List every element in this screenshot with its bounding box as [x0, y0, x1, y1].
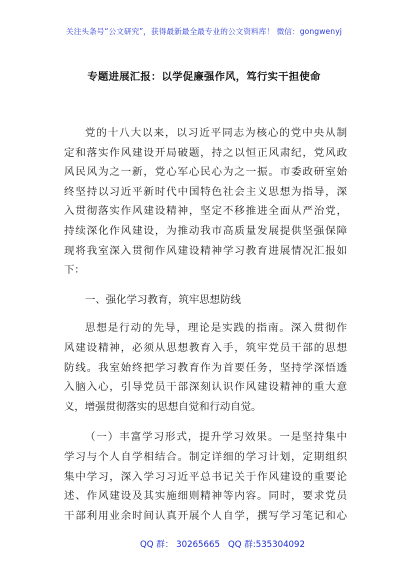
paragraph-line: 学习与个人自学相结合。制定详细的学习计划，定期组织	[64, 450, 347, 463]
footer-qq-group-1: QQ 群： 30265665	[140, 540, 220, 550]
document-title: 专题进展汇报：以学促廉强作风，笃行实干担使命	[87, 71, 321, 83]
paragraph-line: 风民风为之一新，党心军心民心为之一振。市委政研室始	[64, 166, 347, 179]
paragraph-line: 防线。我室始终把学习教育作为首要任务，坚持学深悟透	[64, 361, 347, 374]
paragraph-line: 入脑入心，引导党员干部深刻认识作风建设精神的重大意	[64, 381, 347, 394]
paragraph-line: 持续深化作风建设，为推动我市高质量发展提供坚强保障	[64, 224, 347, 237]
paragraph-line: 集中学习，深入学习习近平总书记关于作风建设的重要论	[64, 470, 347, 483]
document-body	[64, 124, 347, 526]
paragraph-line: 风建设精神，必须从思想教育入手，筑牢党员干部的思想	[64, 341, 347, 354]
section-heading: 一、强化学习教育，筑牢思想防线	[85, 293, 241, 306]
header-banner: 关注头条号“公文研究”，获得最新最全最专业的公文资料库！ 微信：gongwenyj	[66, 27, 342, 36]
paragraph-line: 义，增强贯彻落实的思想自觉和行动自觉。	[64, 400, 262, 413]
paragraph-line: 入贯彻落实作风建设精神，坚定不移推进全面从严治党，	[64, 205, 347, 218]
paragraph-line: 定和落实作风建设开局破题，持之以恒正风肃纪，党风政	[64, 146, 347, 159]
paragraph-line: 下：	[64, 264, 85, 277]
paragraph-line: 终坚持以习近平新时代中国特色社会主义思想为指导，深	[64, 185, 347, 198]
footer-qq-group-2: QQ 群:535304092	[228, 540, 305, 550]
paragraph-line: 干部利用业余时间认真开展个人自学，撰写学习笔记和心	[64, 509, 347, 522]
paragraph-line: 思想是行动的先导，理论是实践的指南。深入贯彻作	[85, 322, 347, 335]
paragraph-line: （一）丰富学习形式，提升学习效果。一是坚持集中	[85, 431, 347, 444]
paragraph-line: 党的十八大以来，以习近平同志为核心的党中央从制	[85, 127, 347, 139]
paragraph-line: 述、作风建设及其实施细则精神等内容。同时，要求党员	[64, 490, 347, 503]
paragraph-line: 现将我室深入贯彻作风建设精神学习教育进展情况汇报如	[64, 244, 347, 257]
